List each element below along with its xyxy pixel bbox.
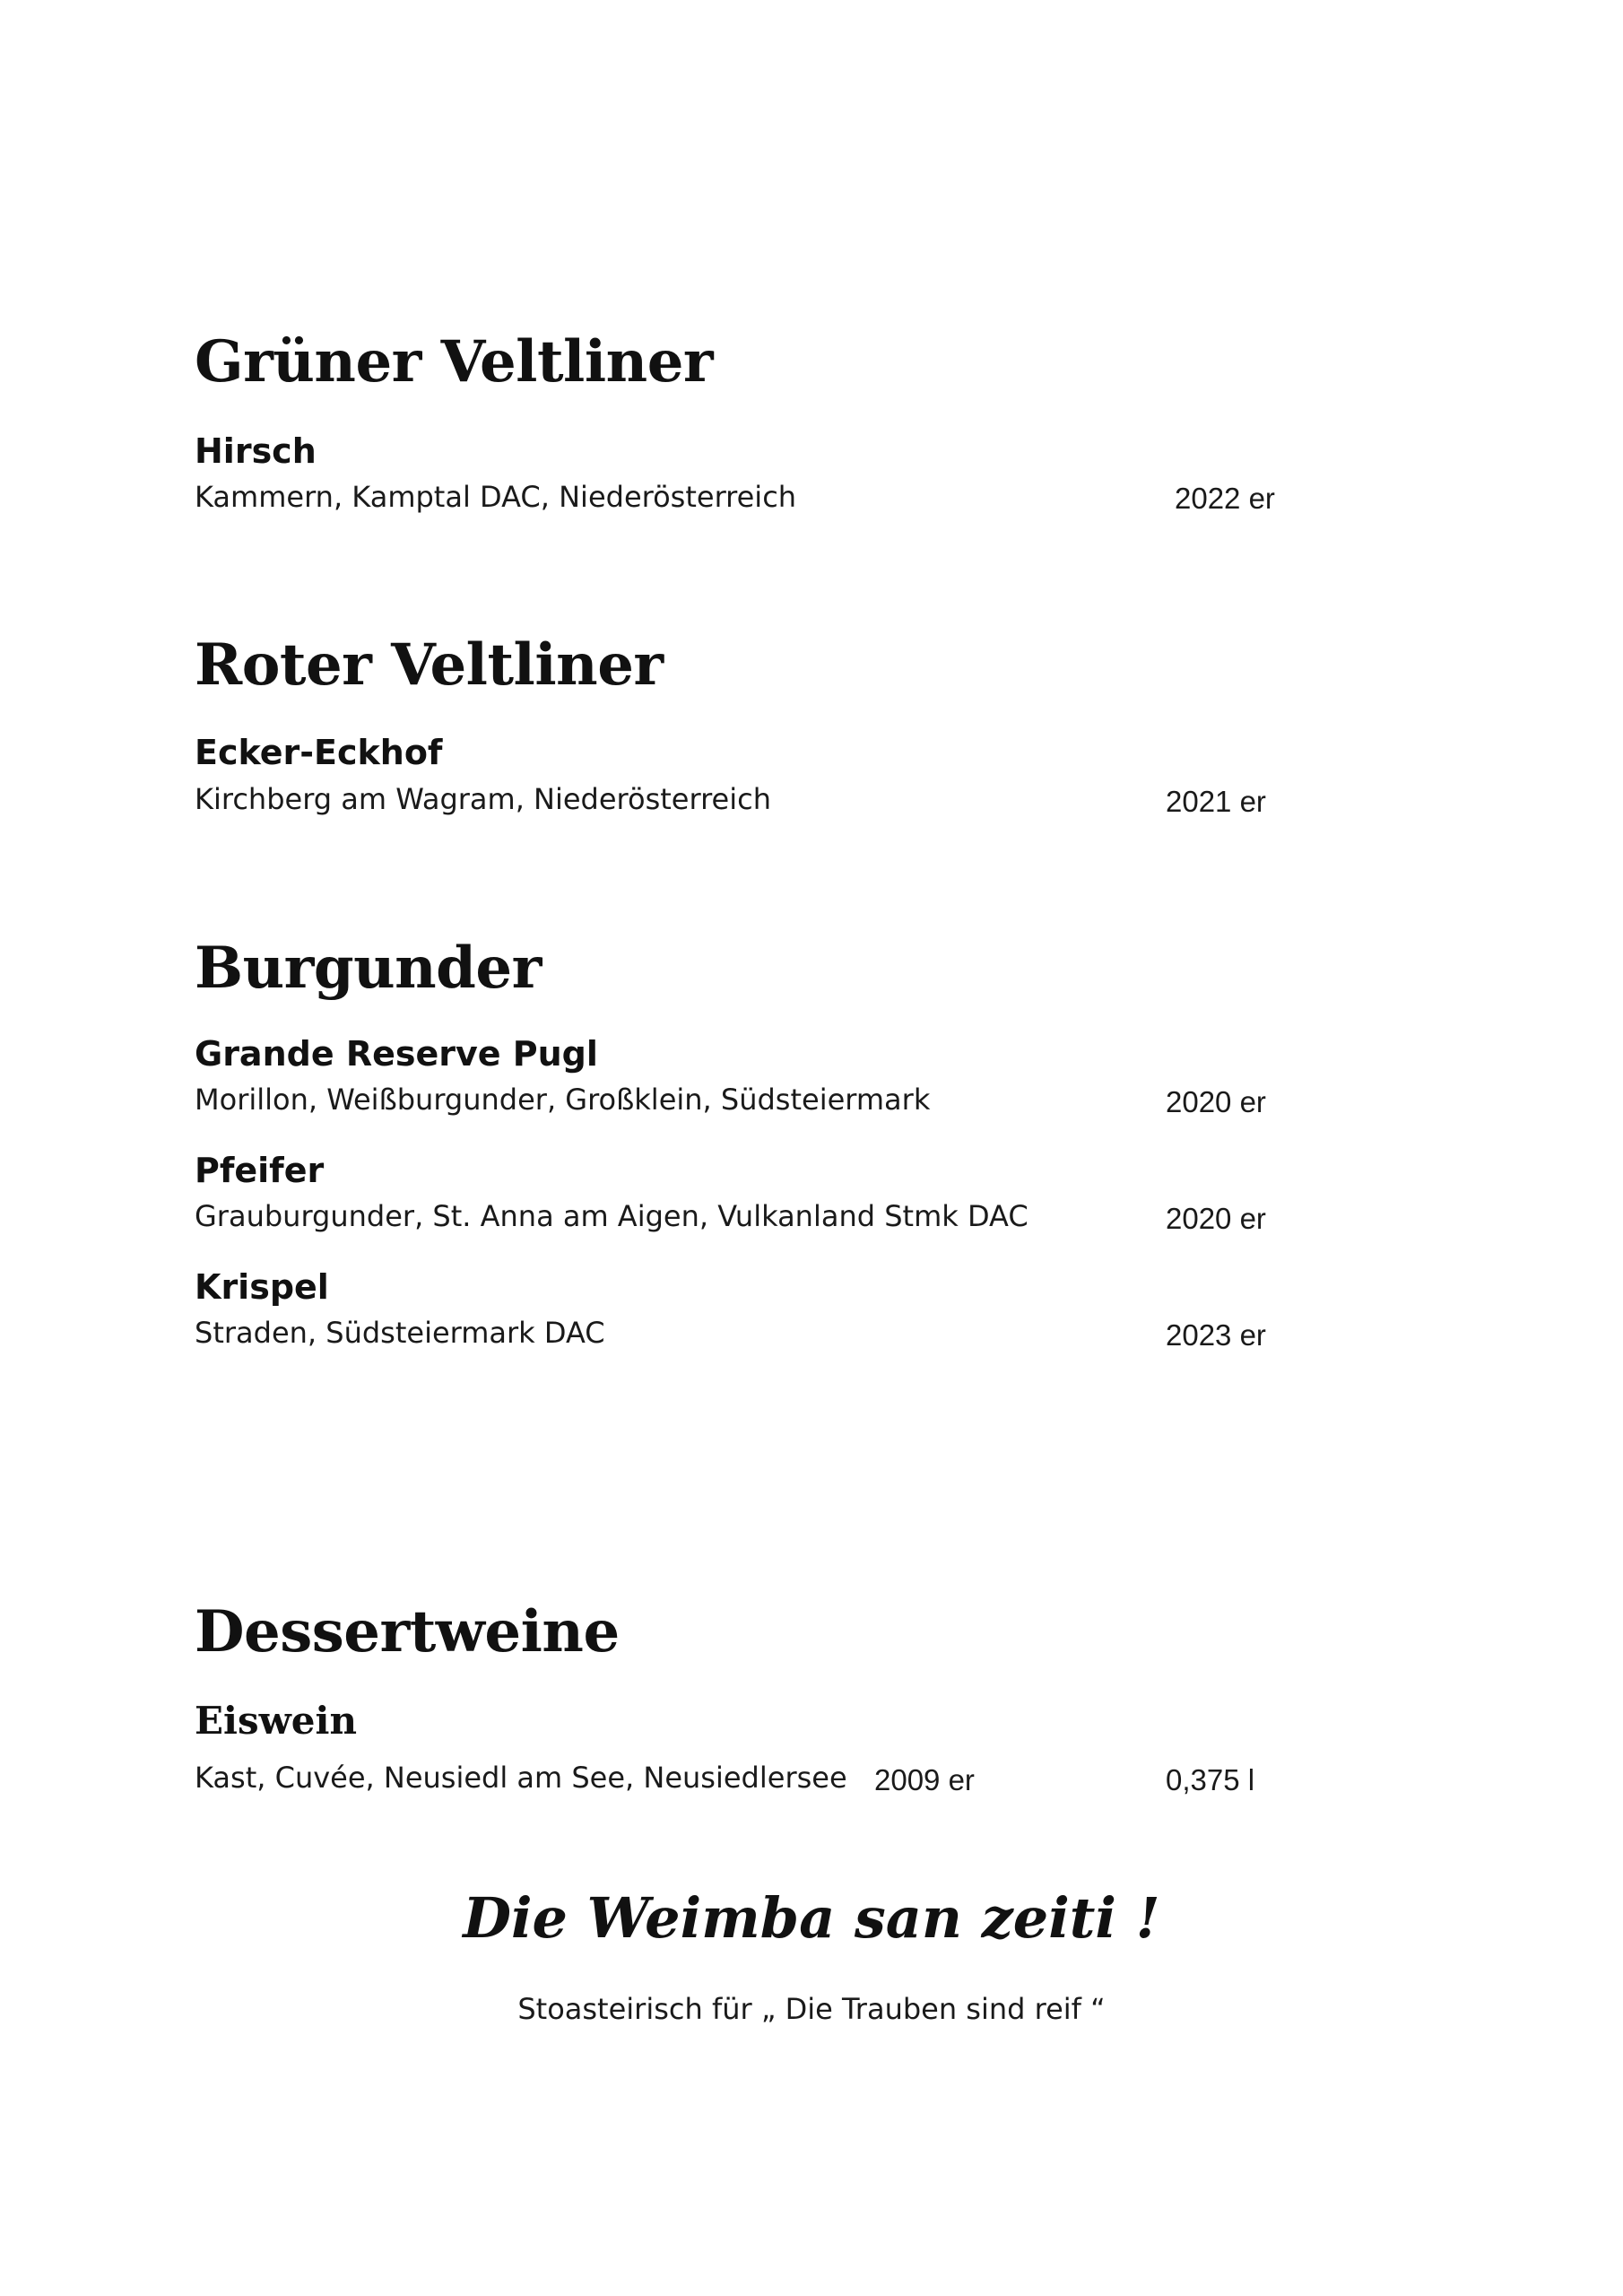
wine-description-hirsch: Kammern, Kamptal DAC, Niederösterreich [195, 480, 797, 514]
wine-name-krispel: Krispel [195, 1267, 329, 1307]
motto-translation: Stoasteirisch für „ Die Trauben sind reif “ [517, 1992, 1106, 2026]
wine-vintage-ecker-eckhof: 2021 er [1166, 785, 1266, 818]
wine-description-krispel: Straden, Südsteiermark DAC [195, 1316, 605, 1350]
wine-name-eiswein: Eiswein [195, 1699, 357, 1743]
wine-name-hirsch: Hirsch [195, 431, 317, 471]
wine-description-pfeifer: Grauburgunder, St. Anna am Aigen, Vulkanland Stmk DAC [195, 1199, 1028, 1233]
wine-name-ecker-eckhof: Ecker-Eckhof [195, 733, 443, 772]
wine-volume-eiswein: 0,375 l [1166, 1763, 1255, 1796]
wine-vintage-hirsch: 2022 er [1175, 482, 1275, 515]
wine-vintage-pfeifer: 2020 er [1166, 1202, 1266, 1235]
section-title-dessertweine: Dessertweine [195, 1598, 620, 1665]
section-title-gruener-veltliner: Grüner Veltliner [195, 328, 714, 396]
wine-name-pfeifer: Pfeifer [195, 1151, 325, 1190]
wine-description-ecker-eckhof: Kirchberg am Wagram, Niederösterreich [195, 782, 771, 816]
section-title-roter-veltliner: Roter Veltliner [195, 631, 664, 699]
wine-name-grande-reserve-pugl: Grande Reserve Pugl [195, 1034, 598, 1074]
menu-motto: Die Weimba san zeiti ! [463, 1885, 1160, 1951]
wine-vintage-krispel: 2023 er [1166, 1318, 1266, 1352]
wine-description-eiswein: Kast, Cuvée, Neusiedl am See, Neusiedlersee [195, 1761, 847, 1795]
section-title-burgunder: Burgunder [195, 935, 542, 1002]
wine-vintage-eiswein: 2009 er [874, 1763, 975, 1796]
wine-vintage-grande-reserve-pugl: 2020 er [1166, 1085, 1266, 1118]
wine-description-grande-reserve-pugl: Morillon, Weißburgunder, Großklein, Südsteiermark [195, 1083, 931, 1117]
